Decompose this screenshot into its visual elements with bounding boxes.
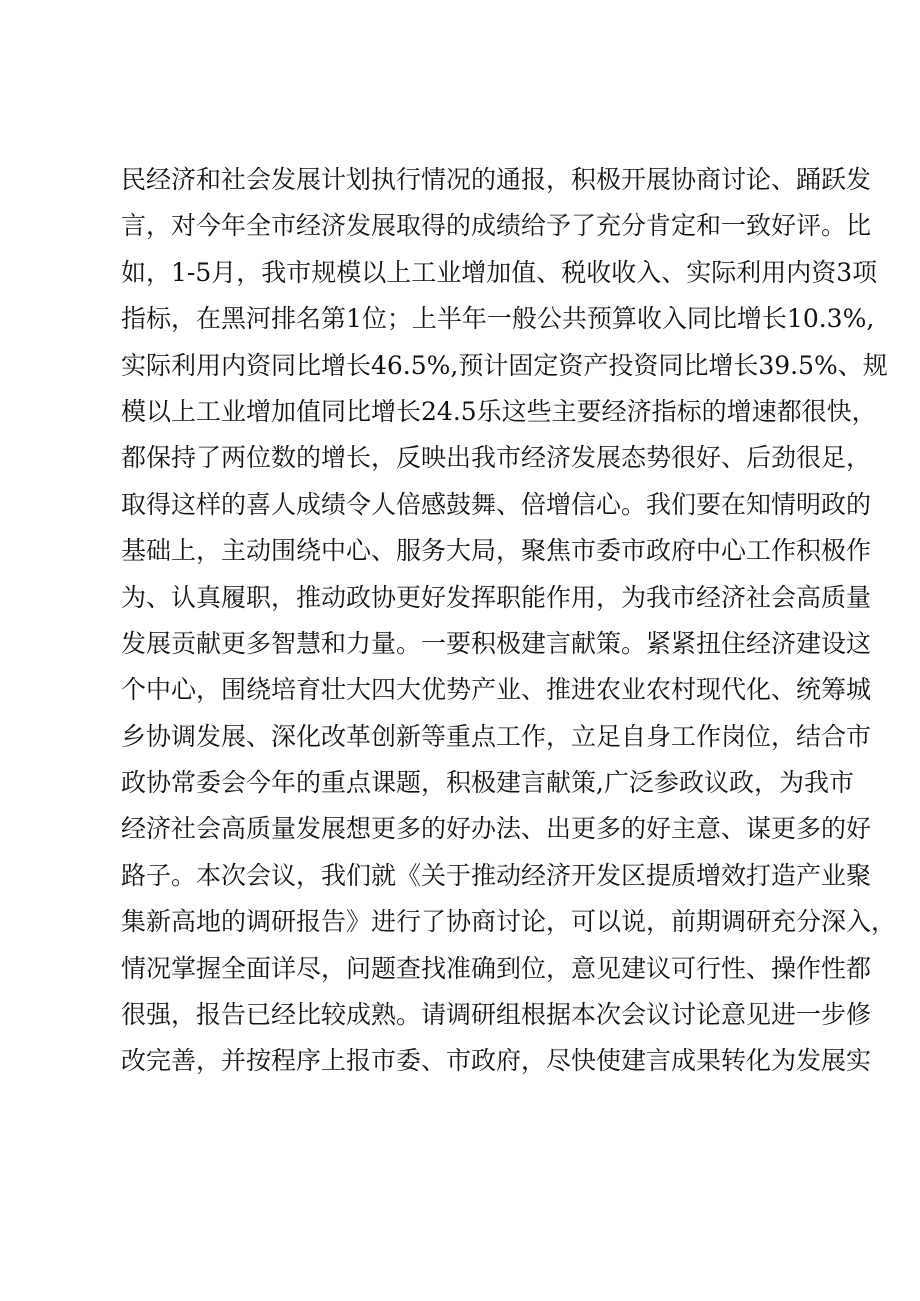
text-line-2: 言，对今年全市经济发展取得的成绩给予了充分肯定和一致好评。比 xyxy=(121,211,872,241)
text-line-10: 为、认真履职，推动政协更好发挥职能作用，为我市经济社会高质量 xyxy=(121,582,872,612)
text-line-15: 经济社会高质量发展想更多的好办法、出更多的好主意、谋更多的好 xyxy=(121,814,872,844)
text-line-7: 都保持了两位数的增长，反映出我市经济发展态势很好、后劲很足， xyxy=(121,443,872,473)
text-line-5: 实际利用内资同比增长46.5%,预计固定资产投资同比增长39.5%、规 xyxy=(121,350,888,380)
text-line-6: 模以上工业增加值同比增长24.5乐这些主要经济指标的增速都很快， xyxy=(121,396,877,426)
text-line-16: 路子。本次会议，我们就《关于推动经济开发区提质增效打造产业聚 xyxy=(121,860,872,890)
text-line-8: 取得这样的喜人成绩令人倍感鼓舞、倍增信心。我们要在知情明政的 xyxy=(121,489,872,519)
text-line-17: 集新高地的调研报告》进行了协商讨论，可以说，前期调研充分深入， xyxy=(121,907,897,937)
text-line-3: 如，1-5月，我市规模以上工业增加值、税收收入、实际利用内资3项 xyxy=(121,257,878,287)
text-line-9: 基础上，主动围绕中心、服务大局，聚焦市委市政府中心工作积极作 xyxy=(121,536,872,566)
text-line-4: 指标，在黑河排名第1位；上半年一般公共预算收入同比增长10.3%, xyxy=(121,304,875,334)
text-line-20: 改完善，并按程序上报市委、市政府，尽快使建言成果转化为发展实 xyxy=(121,1046,872,1076)
text-line-11: 发展贡献更多智慧和力量。一要积极建言献策。紧紧扭住经济建设这 xyxy=(121,628,872,658)
text-line-18: 情况掌握全面详尽，问题查找准确到位，意见建议可行性、操作性都 xyxy=(121,953,872,983)
text-line-14: 政协常委会今年的重点课题，积极建言献策,广泛参政议政，为我市 xyxy=(121,768,854,798)
body-text xyxy=(121,157,897,1085)
text-line-19: 很强，报告已经比较成熟。请调研组根据本次会议讨论意见进一步修 xyxy=(121,1000,872,1030)
text-line-13: 乡协调发展、深化改革创新等重点工作，立足自身工作岗位，结合市 xyxy=(121,721,872,751)
text-line-12: 个中心，围绕培育壮大四大优势产业、推进农业农村现代化、统筹城 xyxy=(121,675,872,705)
text-line-1: 民经济和社会发展计划执行情况的通报，积极开展协商讨论、踊跃发 xyxy=(121,165,872,194)
